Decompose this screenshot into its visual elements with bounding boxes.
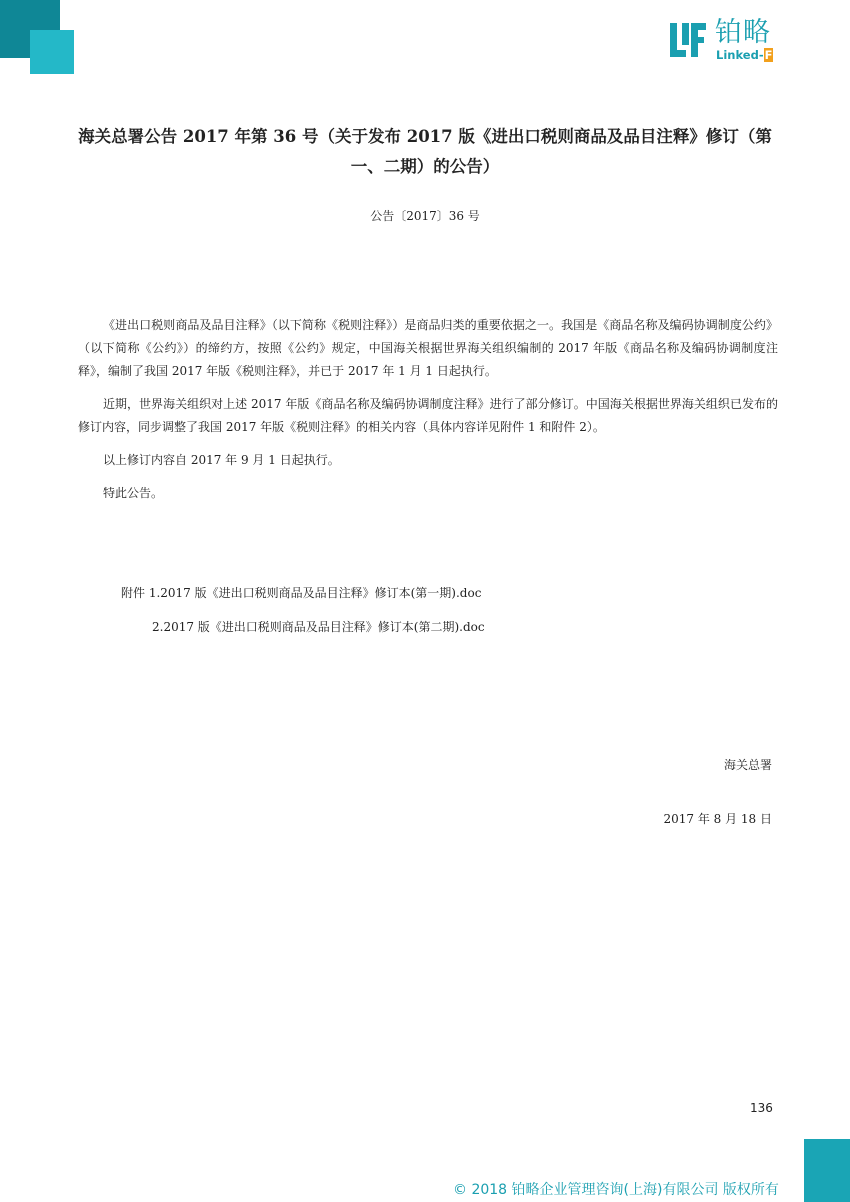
paragraph: 特此公告。 [103,486,164,500]
attachment-link-2[interactable]: 2.2017 版《进出口税则商品及品目注释》修订本(第二期).doc [152,620,485,634]
logo-text-en [716,49,773,62]
logo-text-en-tail: F [764,48,773,62]
logo-text-cn: 铂略 [715,17,771,48]
logo-mark-icon [668,20,708,60]
logo-text-en-main: Linked- [716,48,764,62]
document-number: 公告〔2017〕36 号 [370,209,480,223]
paragraph: 以上修订内容自 2017 年 9 月 1 日起执行。 [103,453,340,467]
footer-decoration [804,1139,850,1202]
paragraph: 近期，世界海关组织对上述 2017 年版《商品名称及编码协调制度注释》进行了部分修订。中国海关根据世界海关组织已发布的修订内容，同步调整了我国 2017 年版《税则注释》的相关内容（具体内容详见附件 1 和附件 2）。 [78,397,778,434]
document-body [78,314,778,515]
attachment-link-1[interactable]: 附件 1.2017 版《进出口税则商品及品目注释》修订本(第一期).doc [121,586,482,600]
signature-date: 2017 年 8 月 18 日 [663,812,772,826]
linked-f-logo [668,18,798,64]
page-number: 136 [750,1101,773,1115]
document-title: 海关总署公告 2017 年第 36 号（关于发布 2017 版《进出口税则商品及品目注释》修订（第一、二期）的公告） [78,127,772,176]
copyright-notice: © 2018 铂略企业管理咨询(上海)有限公司 版权所有 [453,1182,779,1198]
signature-organization: 海关总署 [723,758,772,772]
paragraph: 《进出口税则商品及品目注释》（以下简称《税则注释》）是商品归类的重要依据之一。我国是《商品名称及编码协调制度公约》（以下简称《公约》）的缔约方，按照《公约》规定，中国海关根据世界海关组织编制的 2017 年版《商品名称及编码协调制度注释》，编制了我国 2017 年版《税则注释》，并已于 2017 年 1 月 1 日起执行。 [78,318,778,378]
corner-decoration-light [30,30,74,74]
